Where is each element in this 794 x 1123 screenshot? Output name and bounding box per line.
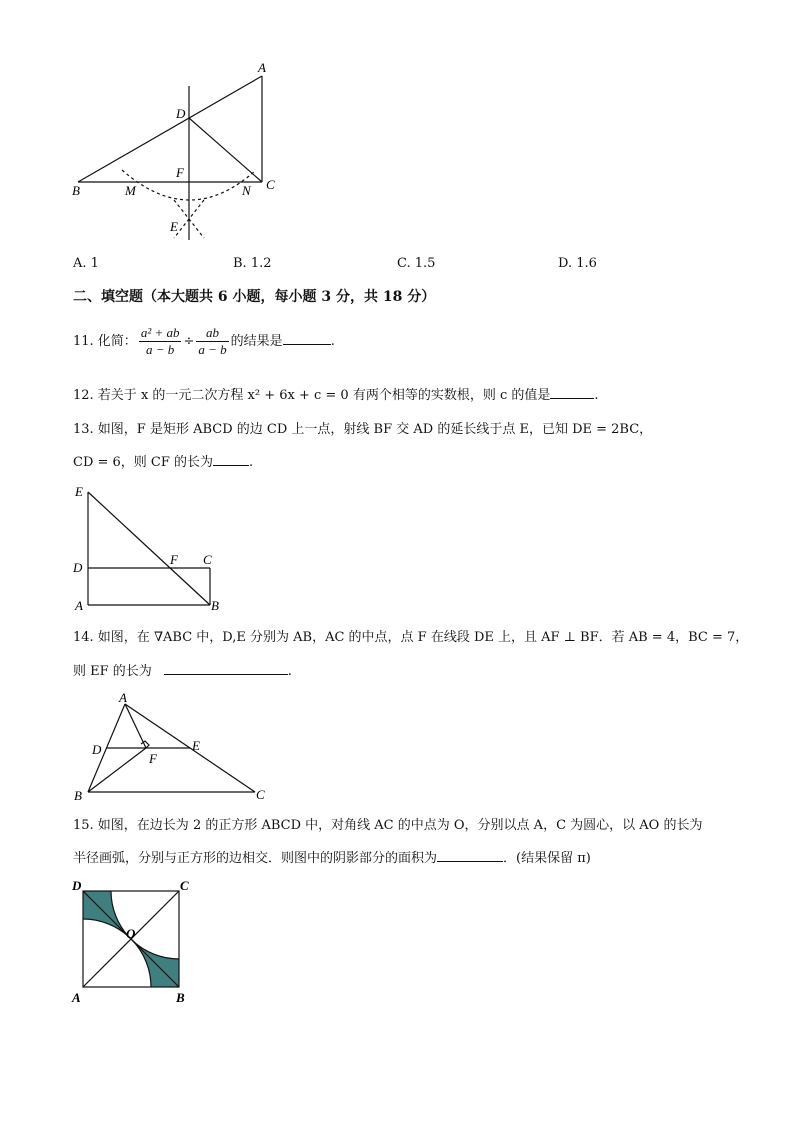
q15-line-2-wrap bbox=[73, 848, 591, 868]
fig1-label-e: E bbox=[170, 219, 178, 234]
q11-end: . bbox=[330, 334, 335, 349]
fig1-label-m: M bbox=[125, 183, 136, 198]
option-b: B. 1.2 bbox=[233, 256, 272, 271]
q11-tail: 的结果是 bbox=[230, 334, 283, 349]
figure-15 bbox=[70, 878, 200, 1008]
figure-1 bbox=[70, 60, 290, 250]
q12-end: . bbox=[594, 388, 599, 403]
figure-13 bbox=[70, 480, 240, 615]
option-a: A. 1 bbox=[73, 256, 99, 271]
q15-line-1: 15. 如图，在边长为 2 的正方形 ABCD 中，对角线 AC 的中点为 O，分别以点 A，C 为圆心，以 AO 的长为 bbox=[73, 818, 703, 833]
fig14-label-c: C bbox=[256, 787, 265, 802]
q11-denominator-2: a − b bbox=[198, 342, 227, 357]
q13-end: . bbox=[249, 455, 254, 470]
fig14-label-b: B bbox=[74, 788, 82, 803]
q12-text: 12. 若关于 x 的一元二次方程 x² + 6x + c = 0 有两个相等的实数根，则 c 的值是 bbox=[73, 388, 551, 403]
q15-answer-blank[interactable] bbox=[437, 848, 503, 862]
fig13-label-d: D bbox=[73, 560, 83, 575]
fig14-label-e: E bbox=[192, 738, 200, 753]
q11-fraction-2 bbox=[196, 325, 228, 358]
q11-denominator-1: a − b bbox=[146, 342, 175, 357]
q14-line-2: 则 EF 的长为 bbox=[73, 664, 152, 679]
fig15-label-d: D bbox=[72, 878, 82, 893]
fig13-label-c: C bbox=[203, 552, 212, 567]
question-11 bbox=[73, 322, 335, 362]
fig1-label-c: C bbox=[266, 177, 275, 192]
fig14-label-d: D bbox=[92, 742, 102, 757]
fig14-label-a: A bbox=[119, 690, 127, 705]
q11-numerator-1: a² + ab bbox=[140, 325, 180, 340]
q12-answer-blank[interactable] bbox=[550, 385, 594, 399]
fig1-label-a: A bbox=[258, 60, 266, 75]
fig13-label-b: B bbox=[211, 598, 219, 613]
option-c: C. 1.5 bbox=[397, 256, 436, 271]
figure-14 bbox=[70, 690, 280, 805]
q14-answer-blank[interactable] bbox=[164, 661, 288, 675]
q14-line-2-wrap bbox=[73, 661, 292, 681]
q13-line-1: 13. 如图，F 是矩形 ABCD 的边 CD 上一点，射线 BF 交 AD 的延长线于点 E，已知 DE = 2BC， bbox=[73, 422, 653, 437]
q11-divide: ÷ bbox=[183, 334, 195, 349]
fig15-label-b: B bbox=[176, 990, 185, 1005]
q14-end: . bbox=[287, 664, 292, 679]
fig14-label-f: F bbox=[149, 751, 157, 766]
section-title: 二、填空题（本大题共 6 小题，每小题 3 分，共 18 分） bbox=[73, 289, 436, 305]
fig1-label-f: F bbox=[176, 165, 184, 180]
fig1-label-b: B bbox=[72, 183, 80, 198]
q11-fraction-1 bbox=[139, 325, 182, 358]
fig15-label-a: A bbox=[72, 990, 81, 1005]
q11-number: 11. 化简： bbox=[73, 334, 137, 349]
question-12 bbox=[73, 385, 599, 405]
fig15-label-c: C bbox=[180, 878, 189, 893]
option-d: D. 1.6 bbox=[558, 256, 597, 271]
q14-line-1: 14. 如图，在 ∇ABC 中，D,E 分别为 AB，AC 的中点，点 F 在线段 DE 上，且 AF ⊥ BF．若 AB = 4，BC = 7， bbox=[73, 630, 749, 645]
fig13-label-f: F bbox=[170, 552, 178, 567]
fig13-label-e: E bbox=[75, 484, 83, 499]
q13-line-2: CD = 6，则 CF 的长为 bbox=[73, 455, 214, 470]
q11-numerator-2: ab bbox=[196, 325, 228, 342]
fig1-label-d: D bbox=[176, 106, 186, 121]
fig15-label-o: O bbox=[126, 926, 136, 941]
q11-answer-blank[interactable] bbox=[283, 331, 331, 345]
q13-line-2-wrap bbox=[73, 452, 253, 472]
q15-line-2a: 半径画弧，分别与正方形的边相交．则图中的阴影部分的面积为 bbox=[73, 851, 438, 866]
fig1-label-n: N bbox=[242, 183, 251, 198]
q13-answer-blank[interactable] bbox=[213, 452, 249, 466]
fig13-label-a: A bbox=[75, 598, 83, 613]
q15-line-2b: ．(结果保留 π) bbox=[503, 851, 591, 866]
